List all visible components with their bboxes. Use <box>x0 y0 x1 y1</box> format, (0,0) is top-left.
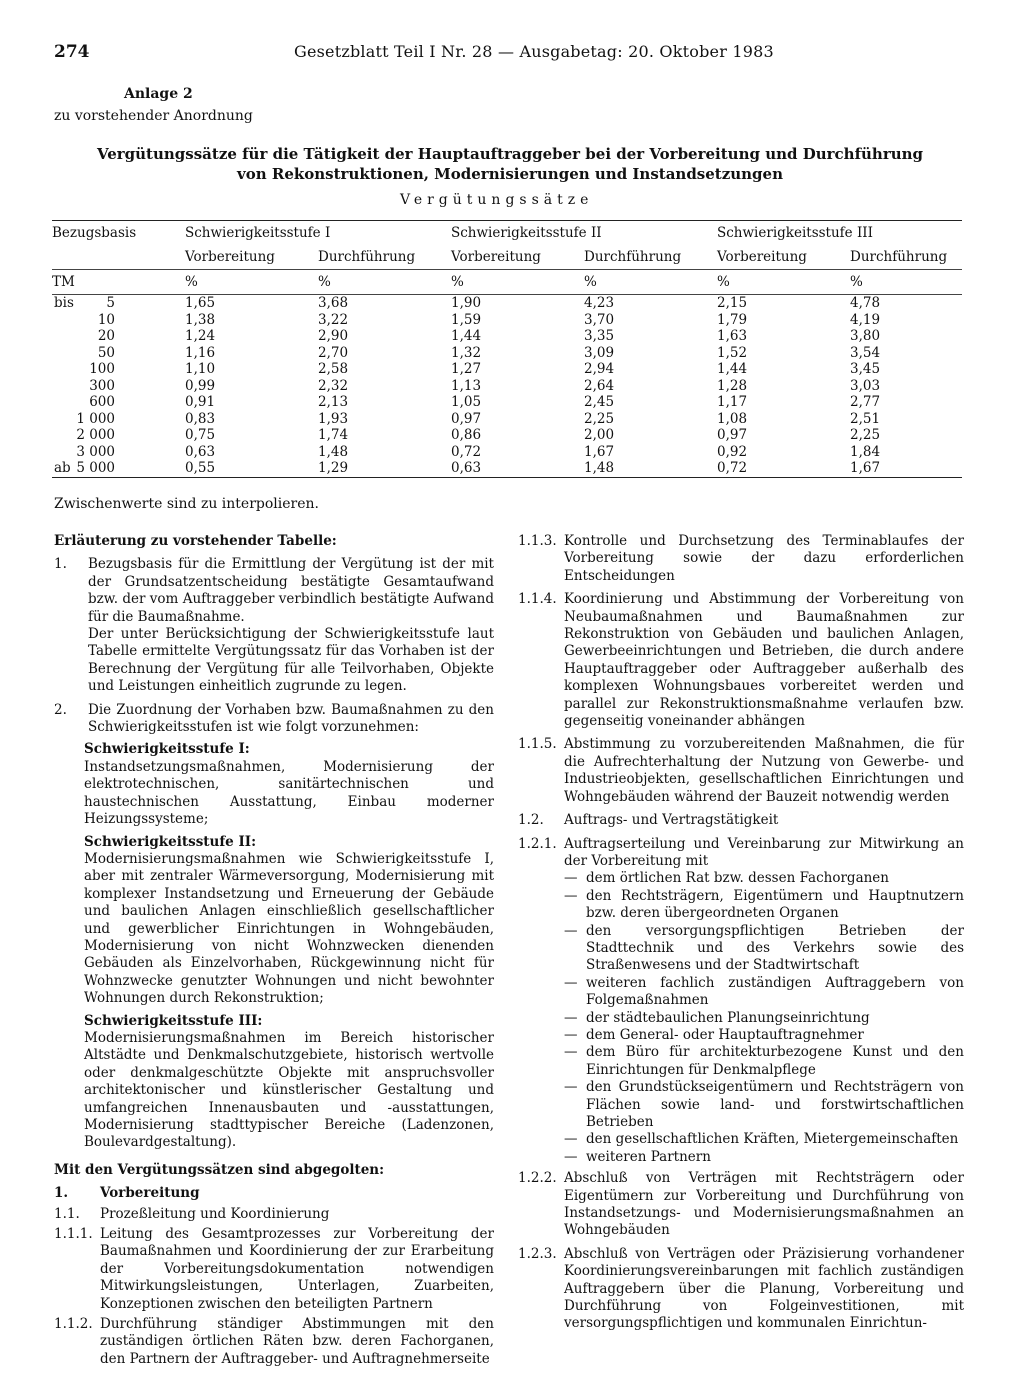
rate-cell: 3,45 <box>850 361 881 378</box>
table-row <box>52 361 962 378</box>
stufe-heading: Schwierigkeitsstufe III: <box>84 1012 263 1029</box>
paragraph: Durchführung ständiger Abstimmungen mit den zuständigen örtlichen Räten bzw. deren Fachorganen, den Partnern der Auftraggeber- und Auftragnehmerseite <box>100 1316 494 1367</box>
paragraph: Koordinierung und Abstimmung der Vorbereitung von Neubaumaßnahmen und Baumaßnahmen zur Rekonstruktion von Gebäuden und baulichen Anlagen, Gewerbeeinrichtungen und Betrieben, die durch andere Hauptauftraggeber oder Auftraggeber außerhalb des komplexen Wohnungsbaues vorbereitet werden und parallel zur Rekonstruktionsmaßnahme verlaufen bzw. gegenseitig voneinander abhängen <box>564 591 964 730</box>
list-item <box>564 975 964 1010</box>
list-item <box>518 533 964 585</box>
basis-cell <box>52 345 185 362</box>
rate-cell: 1,27 <box>451 361 482 378</box>
rate-cell: 1,59 <box>451 311 482 328</box>
rate-cell: 0,92 <box>717 443 748 460</box>
header-vorbereitung: Vorbereitung <box>451 249 541 265</box>
header-durchfuehrung: Durchführung <box>584 249 682 265</box>
rate-cell: 1,79 <box>717 311 748 328</box>
rate-cell: 1,17 <box>717 394 748 411</box>
table-unit-row <box>52 270 962 295</box>
dash-bullet: — <box>564 887 578 904</box>
list-item <box>54 1185 494 1202</box>
list-item <box>54 1316 494 1368</box>
unit-percent: % <box>318 270 451 295</box>
rate-cell: 4,23 <box>584 295 615 312</box>
basis-value: 20 <box>97 328 115 345</box>
basis-prefix: ab <box>54 460 71 477</box>
dash-bullet: — <box>564 1148 578 1165</box>
item-number: 1.2. <box>518 812 544 829</box>
list-item <box>518 1246 964 1333</box>
list-item <box>518 1170 964 1240</box>
table-row <box>52 345 962 362</box>
table-subheader-row <box>52 245 962 270</box>
rate-cell: 0,63 <box>185 443 216 460</box>
list-item <box>564 1131 964 1148</box>
list-item-text: dem örtlichen Rat bzw. dessen Fachorganen <box>586 870 889 887</box>
list-item-text: der städtebaulichen Planungseinrichtung <box>586 1009 870 1026</box>
stufe-text: Modernisierungsmaßnahmen wie Schwierigkeitsstufe I, aber mit zentraler Wärmeversorgung, Modernisierung mit komplexer Instandsetzung und Erneuerung der Gebäude und baulichen Anlagen einschließlich gesellschaftlicher und gewerblicher Einrichtungen in Wohngebäuden, Modernisierung von nicht Wohnzwecken dienenden Gebäuden als Einzelvorhaben, Rückgewinnung nicht für Wohnzwecke genutzter Wohnungen und nicht bewohnter Wohnungen durch Rekonstruktion; <box>84 850 494 1007</box>
rate-cell: 0,97 <box>451 410 482 427</box>
list-item <box>564 923 964 975</box>
rate-cell: 0,91 <box>185 394 216 411</box>
paragraph: Bezugsbasis für die Ermittlung der Vergütung ist der mit der Grundsatzentscheidung bestätigte Gesamtaufwand bzw. der vom Auftraggeber verbindlich bestätigte Aufwand für die Baumaßnahme. <box>88 556 494 625</box>
item-number: 1.1.5. <box>518 736 557 753</box>
list-item <box>564 1149 964 1166</box>
header-bezugsbasis: Bezugsbasis <box>52 221 185 246</box>
item-title: Prozeßleitung und Koordinierung <box>100 1205 330 1222</box>
list-item <box>518 812 964 829</box>
basis-value: 3 000 <box>76 443 115 460</box>
dash-bullet: — <box>564 1131 578 1148</box>
paragraph: Der unter Berücksichtigung der Schwierigkeitsstufe laut Tabelle ermittelte Vergütungssatz für das Vorhaben ist der Berechnung der Vergütung für alle Teilvorhaben, Objekte und Leistungen einheitlich zugrunde zu legen. <box>88 626 494 695</box>
item-number: 1.2.3. <box>518 1245 557 1262</box>
rate-cell: 3,09 <box>584 344 615 361</box>
dash-bullet: — <box>564 1079 578 1096</box>
rate-cell: 0,83 <box>185 410 216 427</box>
rate-cell: 1,67 <box>584 443 615 460</box>
rate-cell: 1,65 <box>185 295 216 312</box>
header-vorbereitung: Vorbereitung <box>717 249 807 265</box>
rate-cell: 0,72 <box>717 460 850 477</box>
rate-cell: 2,00 <box>584 427 615 444</box>
rate-cell: 1,29 <box>318 460 451 477</box>
table-caption: Vergütungssätze <box>400 192 594 208</box>
rate-cell: 3,22 <box>318 311 349 328</box>
dash-bullet: — <box>564 922 578 939</box>
rate-cell: 2,64 <box>584 377 615 394</box>
item-number: 1.1.1. <box>54 1226 93 1243</box>
rate-cell: 2,25 <box>850 427 881 444</box>
list-item <box>518 836 964 871</box>
rate-cell: 3,35 <box>584 328 615 345</box>
paragraph: Kontrolle und Durchsetzung des Terminablaufes der Vorbereitung sowie der dazu erforderlichen Entscheidungen <box>564 533 964 584</box>
basis-cell <box>52 460 185 477</box>
list-item <box>564 888 964 923</box>
document-title <box>60 144 960 184</box>
list-item <box>564 1044 964 1079</box>
basis-cell <box>52 427 185 444</box>
basis-value: 300 <box>89 377 115 394</box>
rate-cell: 1,74 <box>318 427 349 444</box>
table-row <box>52 295 962 312</box>
dash-bullet: — <box>564 1026 578 1043</box>
section-heading: Mit den Vergütungssätzen sind abgegolten: <box>54 1161 385 1178</box>
item-title: Auftrags- und Vertragstätigkeit <box>564 812 779 829</box>
rate-cell: 2,94 <box>584 361 615 378</box>
list-item-text: den gesellschaftlichen Kräften, Mietergemeinschaften <box>586 1131 959 1148</box>
basis-cell <box>52 444 185 461</box>
rate-cell: 2,25 <box>584 410 615 427</box>
dash-bullet: — <box>564 870 578 887</box>
title-line-1: Vergütungssätze für die Tätigkeit der Hauptauftraggeber bei der Vorbereitung und Durchführung <box>96 145 924 163</box>
rate-cell: 2,58 <box>318 361 349 378</box>
basis-cell <box>52 328 185 345</box>
list-item <box>564 1079 964 1131</box>
basis-cell <box>52 295 185 312</box>
rate-cell: 1,44 <box>451 328 482 345</box>
interpolation-note: Zwischenwerte sind zu interpolieren. <box>54 496 319 512</box>
rate-cell: 1,48 <box>318 443 349 460</box>
section-heading: Erläuterung zu vorstehender Tabelle: <box>54 533 337 549</box>
rate-cell: 0,63 <box>451 460 584 477</box>
stufe-heading: Schwierigkeitsstufe I: <box>84 741 250 758</box>
paragraph: Die Zuordnung der Vorhaben bzw. Baumaßnahmen zu den Schwierigkeitsstufen ist wie folgt vorzunehmen: <box>88 701 494 736</box>
rate-cell: 1,32 <box>451 344 482 361</box>
page-number: 274 <box>54 42 90 62</box>
header-stufe-3: Schwierigkeitsstufe III <box>717 221 962 246</box>
dash-bullet: — <box>564 1044 578 1061</box>
list-item <box>518 591 964 730</box>
table-row <box>52 378 962 395</box>
rate-cell: 3,70 <box>584 311 615 328</box>
list-item <box>54 1206 494 1223</box>
rate-cell: 3,68 <box>318 295 349 312</box>
rate-cell: 0,86 <box>451 427 482 444</box>
basis-value: 5 000 <box>76 460 115 477</box>
rate-cell: 1,16 <box>185 344 216 361</box>
list-item <box>54 556 494 695</box>
header-stufe-2: Schwierigkeitsstufe II <box>451 221 717 246</box>
gazette-header: Gesetzblatt Teil I Nr. 28 — Ausgabetag: 20. Oktober 1983 <box>294 42 774 61</box>
table-row <box>52 411 962 428</box>
list-item <box>564 1010 964 1027</box>
table-row <box>52 328 962 345</box>
annex-label: Anlage 2 <box>124 86 193 102</box>
rate-cell: 0,72 <box>451 443 482 460</box>
paragraph: Abschluß von Verträgen oder Präzisierung vorhandener Koordinierungsvereinbarungen mit fachlich zuständigen Auftraggebern über die Planung, Vorbereitung und Durchführung von Folgeinvestitionen, mit versorgungspflichtigen und kommunalen Einrichtun- <box>564 1245 964 1332</box>
rate-cell: 1,67 <box>850 460 962 477</box>
rate-cell: 1,13 <box>451 377 482 394</box>
partner-list <box>518 870 964 1166</box>
rate-cell: 2,32 <box>318 377 349 394</box>
item-number: 1.1.3. <box>518 533 557 549</box>
unit-percent: % <box>185 270 318 295</box>
basis-value: 1 000 <box>76 410 115 427</box>
right-column <box>518 533 964 1333</box>
header-stufe-1: Schwierigkeitsstufe I <box>185 221 451 246</box>
rate-cell: 2,90 <box>318 328 349 345</box>
basis-cell <box>52 312 185 329</box>
paragraph: Abstimmung zu vorzubereitenden Maßnahmen, die für die Aufrechterhaltung der Nutzung von Gewerbe- und Industrieobjekten, gesellschaftlichen Einrichtungen und Wohngebäuden während der Bauzeit notwendig werden <box>564 736 964 805</box>
list-item <box>54 702 494 737</box>
basis-value: 10 <box>97 311 115 328</box>
basis-value: 2 000 <box>76 427 115 444</box>
basis-cell <box>52 378 185 395</box>
rate-cell: 0,55 <box>185 460 318 477</box>
rate-cell: 1,93 <box>318 410 349 427</box>
stufe-text: Modernisierungsmaßnahmen im Bereich historischer Altstädte und Denkmalschutzgebiete, historisch wertvolle oder denkmalgeschützte Objekte mit anspruchsvoller architektonischer und künstlerischer Gestaltung und umfangreichen Innenausbauten und -ausstattungen, Modernisierung stadttypischer Bereiche (Ladenzonen, Boulevardgestaltung). <box>84 1029 494 1151</box>
table-row <box>52 312 962 329</box>
rate-cell: 2,45 <box>584 394 615 411</box>
rate-cell: 2,51 <box>850 410 881 427</box>
paragraph: Auftragserteilung und Vereinbarung zur Mitwirkung an der Vorbereitung mit <box>564 835 964 869</box>
basis-cell <box>52 411 185 428</box>
item-number: 2. <box>54 701 67 718</box>
stufe-heading: Schwierigkeitsstufe II: <box>84 833 257 850</box>
item-number: 1. <box>54 556 67 573</box>
item-number: 1.1.2. <box>54 1316 93 1333</box>
basis-value: 100 <box>89 361 115 378</box>
unit-tm: TM <box>52 270 185 295</box>
list-item-text: den versorgungspflichtigen Betrieben der Stadttechnik und des Verkehrs sowie des Straßenwesens und der Stadtwirtschaft <box>586 922 964 974</box>
rate-cell: 1,24 <box>185 328 216 345</box>
rate-cell: 1,52 <box>717 344 748 361</box>
list-item-text: dem General- oder Hauptauftragnehmer <box>586 1026 864 1043</box>
rate-cell: 3,03 <box>850 377 881 394</box>
unit-percent: % <box>717 270 850 295</box>
list-item-text: dem Büro für architekturbezogene Kunst und den Einrichtungen für Denkmalpflege <box>586 1044 964 1078</box>
rate-cell: 2,70 <box>318 344 349 361</box>
dash-bullet: — <box>564 1009 578 1026</box>
title-line-2: von Rekonstruktionen, Modernisierungen und Instandsetzungen <box>237 165 783 183</box>
rate-cell: 2,77 <box>850 394 881 411</box>
item-number: 1.1. <box>54 1205 80 1222</box>
header-vorbereitung: Vorbereitung <box>185 249 275 265</box>
list-item <box>564 870 964 887</box>
unit-percent: % <box>584 270 717 295</box>
rate-cell: 3,54 <box>850 344 881 361</box>
rate-cell: 3,80 <box>850 328 881 345</box>
list-item <box>54 1226 494 1313</box>
list-item <box>564 1027 964 1044</box>
basis-value: 5 <box>106 295 115 312</box>
basis-value: 50 <box>97 344 115 361</box>
rates-table <box>52 220 962 478</box>
list-item <box>518 736 964 806</box>
item-number: 1.2.1. <box>518 835 557 852</box>
rate-cell: 1,38 <box>185 311 216 328</box>
item-title: Vorbereitung <box>100 1185 200 1202</box>
paragraph: Leitung des Gesamtprozesses zur Vorbereitung der Baumaßnahmen und Koordinierung der zur Erarbeitung der Vorbereitungsdokumentation notwendigen Mitwirkungsleistungen, Unterlagen, Zuarbeiten, Konzeptionen zwischen den beteiligten Partnern <box>100 1226 494 1312</box>
table-row <box>52 460 962 477</box>
rate-cell: 0,99 <box>185 377 216 394</box>
basis-cell <box>52 394 185 411</box>
rate-cell: 1,48 <box>584 460 717 477</box>
basis-cell <box>52 361 185 378</box>
paragraph: Abschluß von Verträgen mit Rechtsträgern oder Eigentümern zur Vorbereitung und Durchführung von Instandsetzungs- und Modernisierungsmaßnahmen an Wohngebäuden <box>564 1170 964 1239</box>
table-row <box>52 394 962 411</box>
rate-cell: 1,63 <box>717 328 748 345</box>
list-item-text: den Grundstückseigentümern und Rechtsträgern von Flächen sowie land- und forstwirtschaftlichen Betrieben <box>586 1079 964 1130</box>
rate-cell: 1,84 <box>850 443 881 460</box>
item-number: 1.2.2. <box>518 1170 557 1187</box>
table-header-row <box>52 221 962 246</box>
header-durchfuehrung: Durchführung <box>318 249 416 265</box>
unit-percent: % <box>451 270 584 295</box>
stufe-text: Instandsetzungsmaßnahmen, Modernisierung der elektrotechnischen, sanitärtechnischen und haustechnischen Ausstattung, Einbau moderner Heizungssysteme; <box>84 758 494 828</box>
rate-cell: 2,15 <box>717 295 748 312</box>
basis-prefix: bis <box>54 295 74 312</box>
list-item-text: weiteren fachlich zuständigen Auftraggebern von Folgemaßnahmen <box>586 974 964 1009</box>
rate-cell: 1,05 <box>451 394 482 411</box>
left-column <box>54 533 494 1368</box>
list-item-text: weiteren Partnern <box>586 1148 711 1165</box>
rate-cell: 2,13 <box>318 394 349 411</box>
rate-cell: 1,90 <box>451 295 482 312</box>
header-durchfuehrung: Durchführung <box>850 249 948 265</box>
list-item-text: den Rechtsträgern, Eigentümern und Hauptnutzern bzw. deren übergeordneten Organen <box>586 887 964 922</box>
rate-cell: 0,75 <box>185 427 216 444</box>
rate-cell: 1,44 <box>717 361 748 378</box>
table-row <box>52 427 962 444</box>
table-row <box>52 444 962 461</box>
page-header <box>54 42 964 64</box>
rate-cell: 1,28 <box>717 377 748 394</box>
dash-bullet: — <box>564 974 578 991</box>
item-number: 1.1.4. <box>518 591 557 608</box>
rate-cell: 1,10 <box>185 361 216 378</box>
item-number: 1. <box>54 1185 69 1202</box>
unit-percent: % <box>850 270 962 295</box>
rate-cell: 0,97 <box>717 427 748 444</box>
basis-value: 600 <box>89 394 115 411</box>
rate-cell: 4,78 <box>850 295 881 312</box>
rate-cell: 1,08 <box>717 410 748 427</box>
rate-cell: 4,19 <box>850 311 881 328</box>
annex-subtitle: zu vorstehender Anordnung <box>54 108 253 124</box>
